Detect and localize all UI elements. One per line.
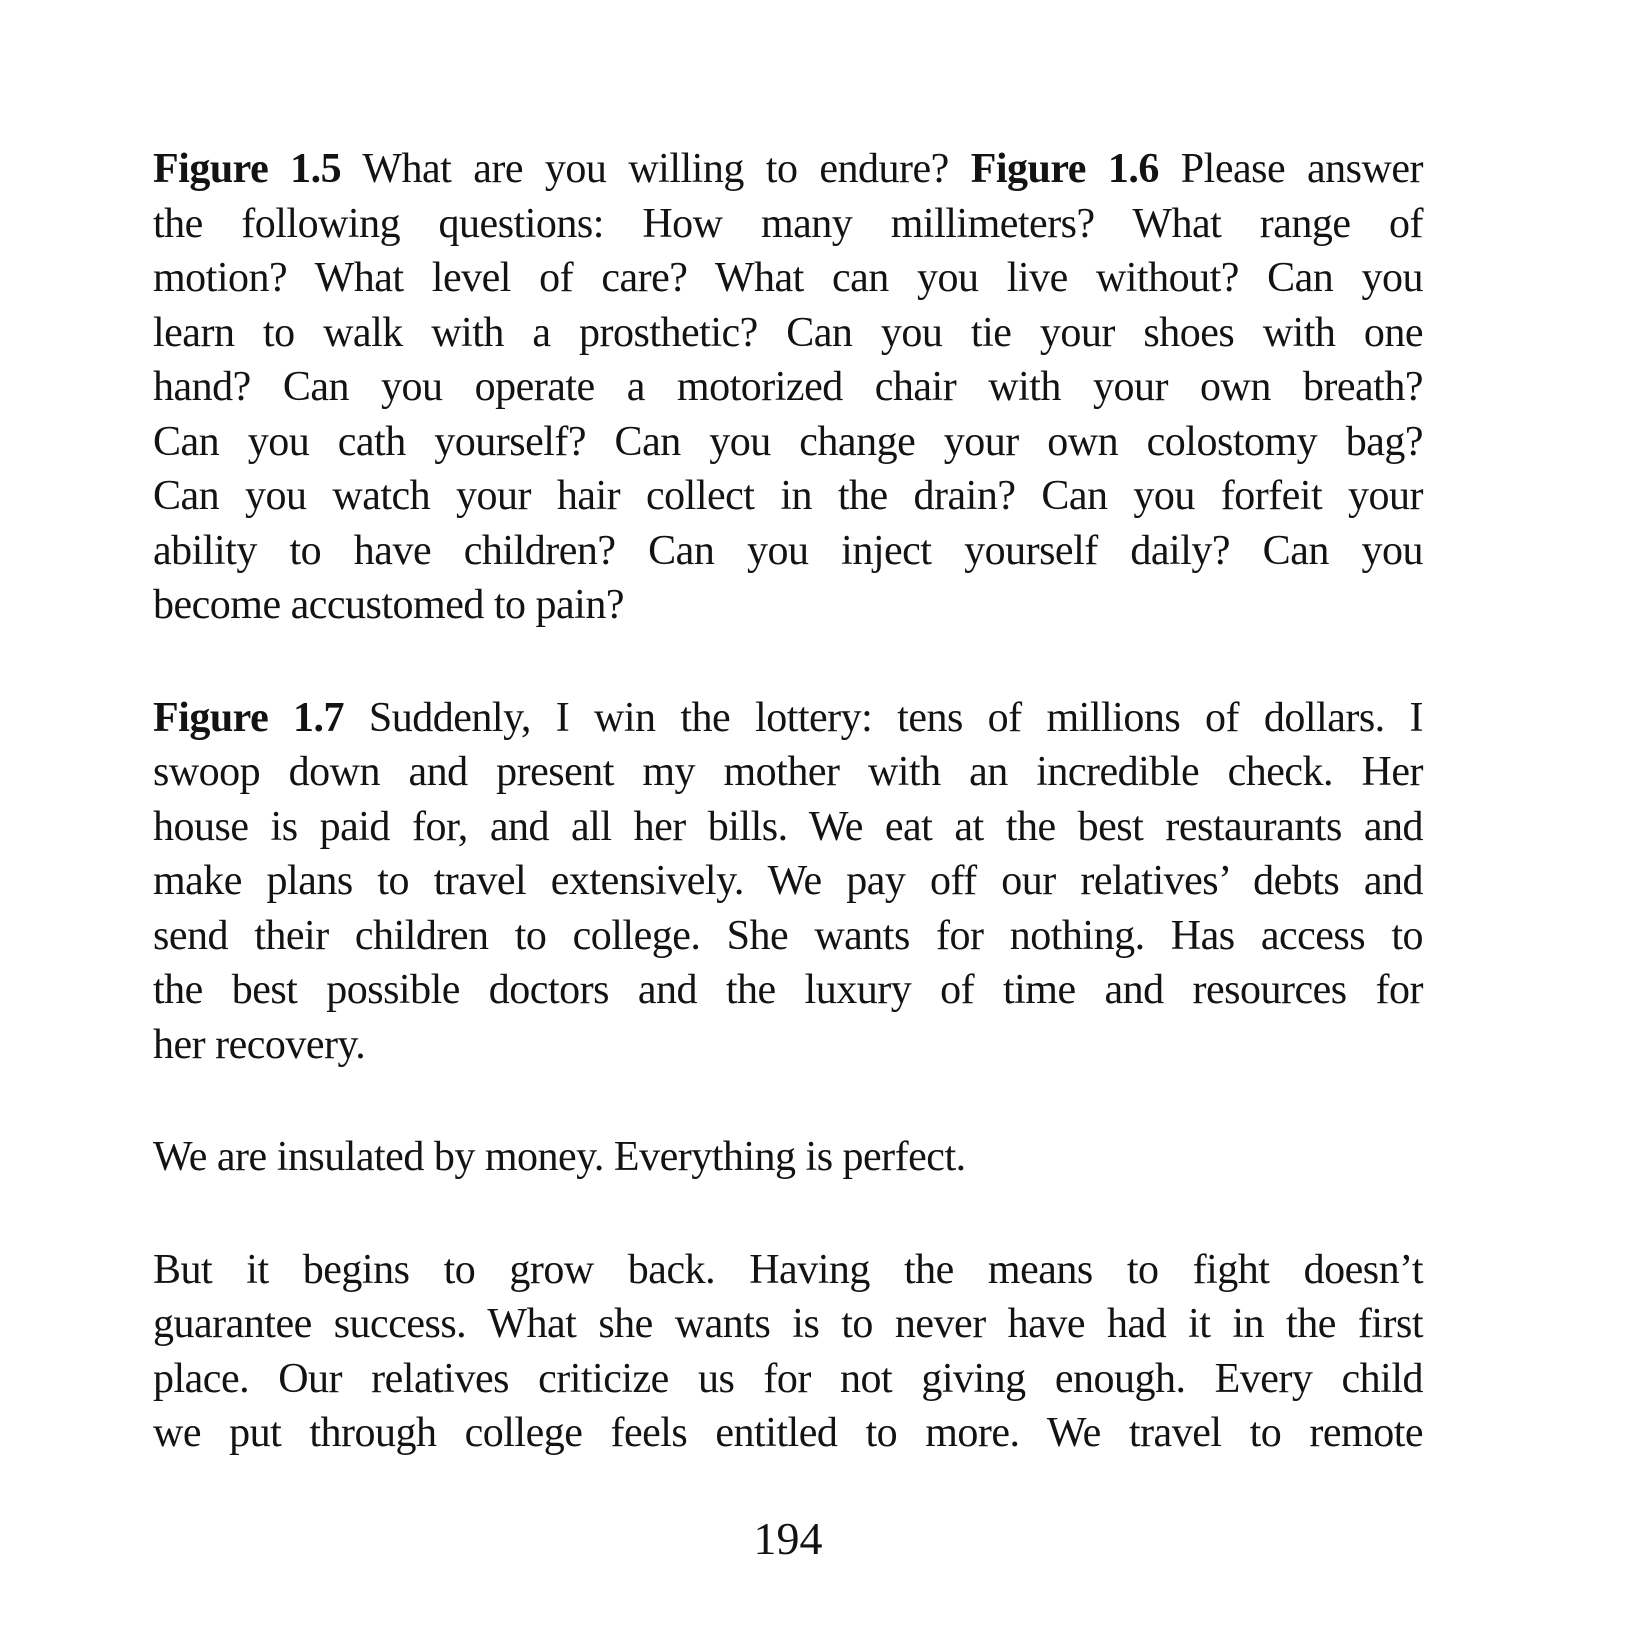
- text-line: [153, 691, 1423, 746]
- paragraph-insulated: [153, 1130, 1423, 1185]
- text-line: place. Our relatives criticize us for not giving enough. Every child: [153, 1355, 1423, 1402]
- figure-1-7-label: Figure 1.7: [153, 694, 345, 741]
- text-line: Can you watch your hair collect in the drain? Can you forfeit your: [153, 473, 1423, 519]
- text-line: But it begins to grow back. Having the means to fight doesn’t: [153, 1246, 1423, 1293]
- text-line: the best possible doctors and the luxury of time and resources for: [153, 967, 1423, 1013]
- text-line: [153, 142, 1423, 197]
- text-line: the following questions: How many millimeters? What range of: [153, 200, 1423, 247]
- text-line: make plans to travel extensively. We pay off our relatives’ debts and: [153, 858, 1423, 904]
- text-line: become accustomed to pain?: [153, 582, 624, 628]
- text-line: guarantee success. What she wants is to never have had it in the first: [153, 1301, 1423, 1347]
- figure-1-5-label: Figure 1.5: [153, 146, 342, 192]
- text-line: learn to walk with a prosthetic? Can you tie your shoes with one: [153, 309, 1423, 356]
- paragraph-figure-1-5-1-6: [153, 142, 1423, 633]
- text-line: her recovery.: [153, 1021, 366, 1068]
- text-block: [153, 142, 1423, 1461]
- text-line: Can you cath yourself? Can you change your own colostomy bag?: [153, 418, 1423, 465]
- text-line: we put through college feels entitled to more. We travel to remote: [153, 1410, 1423, 1456]
- text-segment: What are you willing to endure?: [341, 146, 971, 192]
- figure-1-6-label: Figure 1.6: [970, 146, 1159, 192]
- page-number: 194: [753, 1513, 823, 1564]
- text-line: motion? What level of care? What can you live without? Can you: [153, 255, 1423, 301]
- text-line: ability to have children? Can you inject yourself daily? Can you: [153, 527, 1423, 574]
- text-segment: Please answer: [1158, 146, 1423, 192]
- text-segment: Suddenly, I win the lottery: tens of millions of dollars. I: [344, 694, 1423, 741]
- text-line: hand? Can you operate a motorized chair with your own breath?: [153, 364, 1423, 410]
- text-line: We are insulated by money. Everything is perfect.: [153, 1134, 966, 1180]
- text-line: send their children to college. She wants for nothing. Has access to: [153, 912, 1423, 959]
- text-line: swoop down and present my mother with an incredible check. Her: [153, 749, 1423, 795]
- text-line: house is paid for, and all her bills. We eat at the best restaurants and: [153, 803, 1423, 850]
- paragraph-grow-back: [153, 1243, 1423, 1461]
- paragraph-figure-1-7: [153, 691, 1423, 1073]
